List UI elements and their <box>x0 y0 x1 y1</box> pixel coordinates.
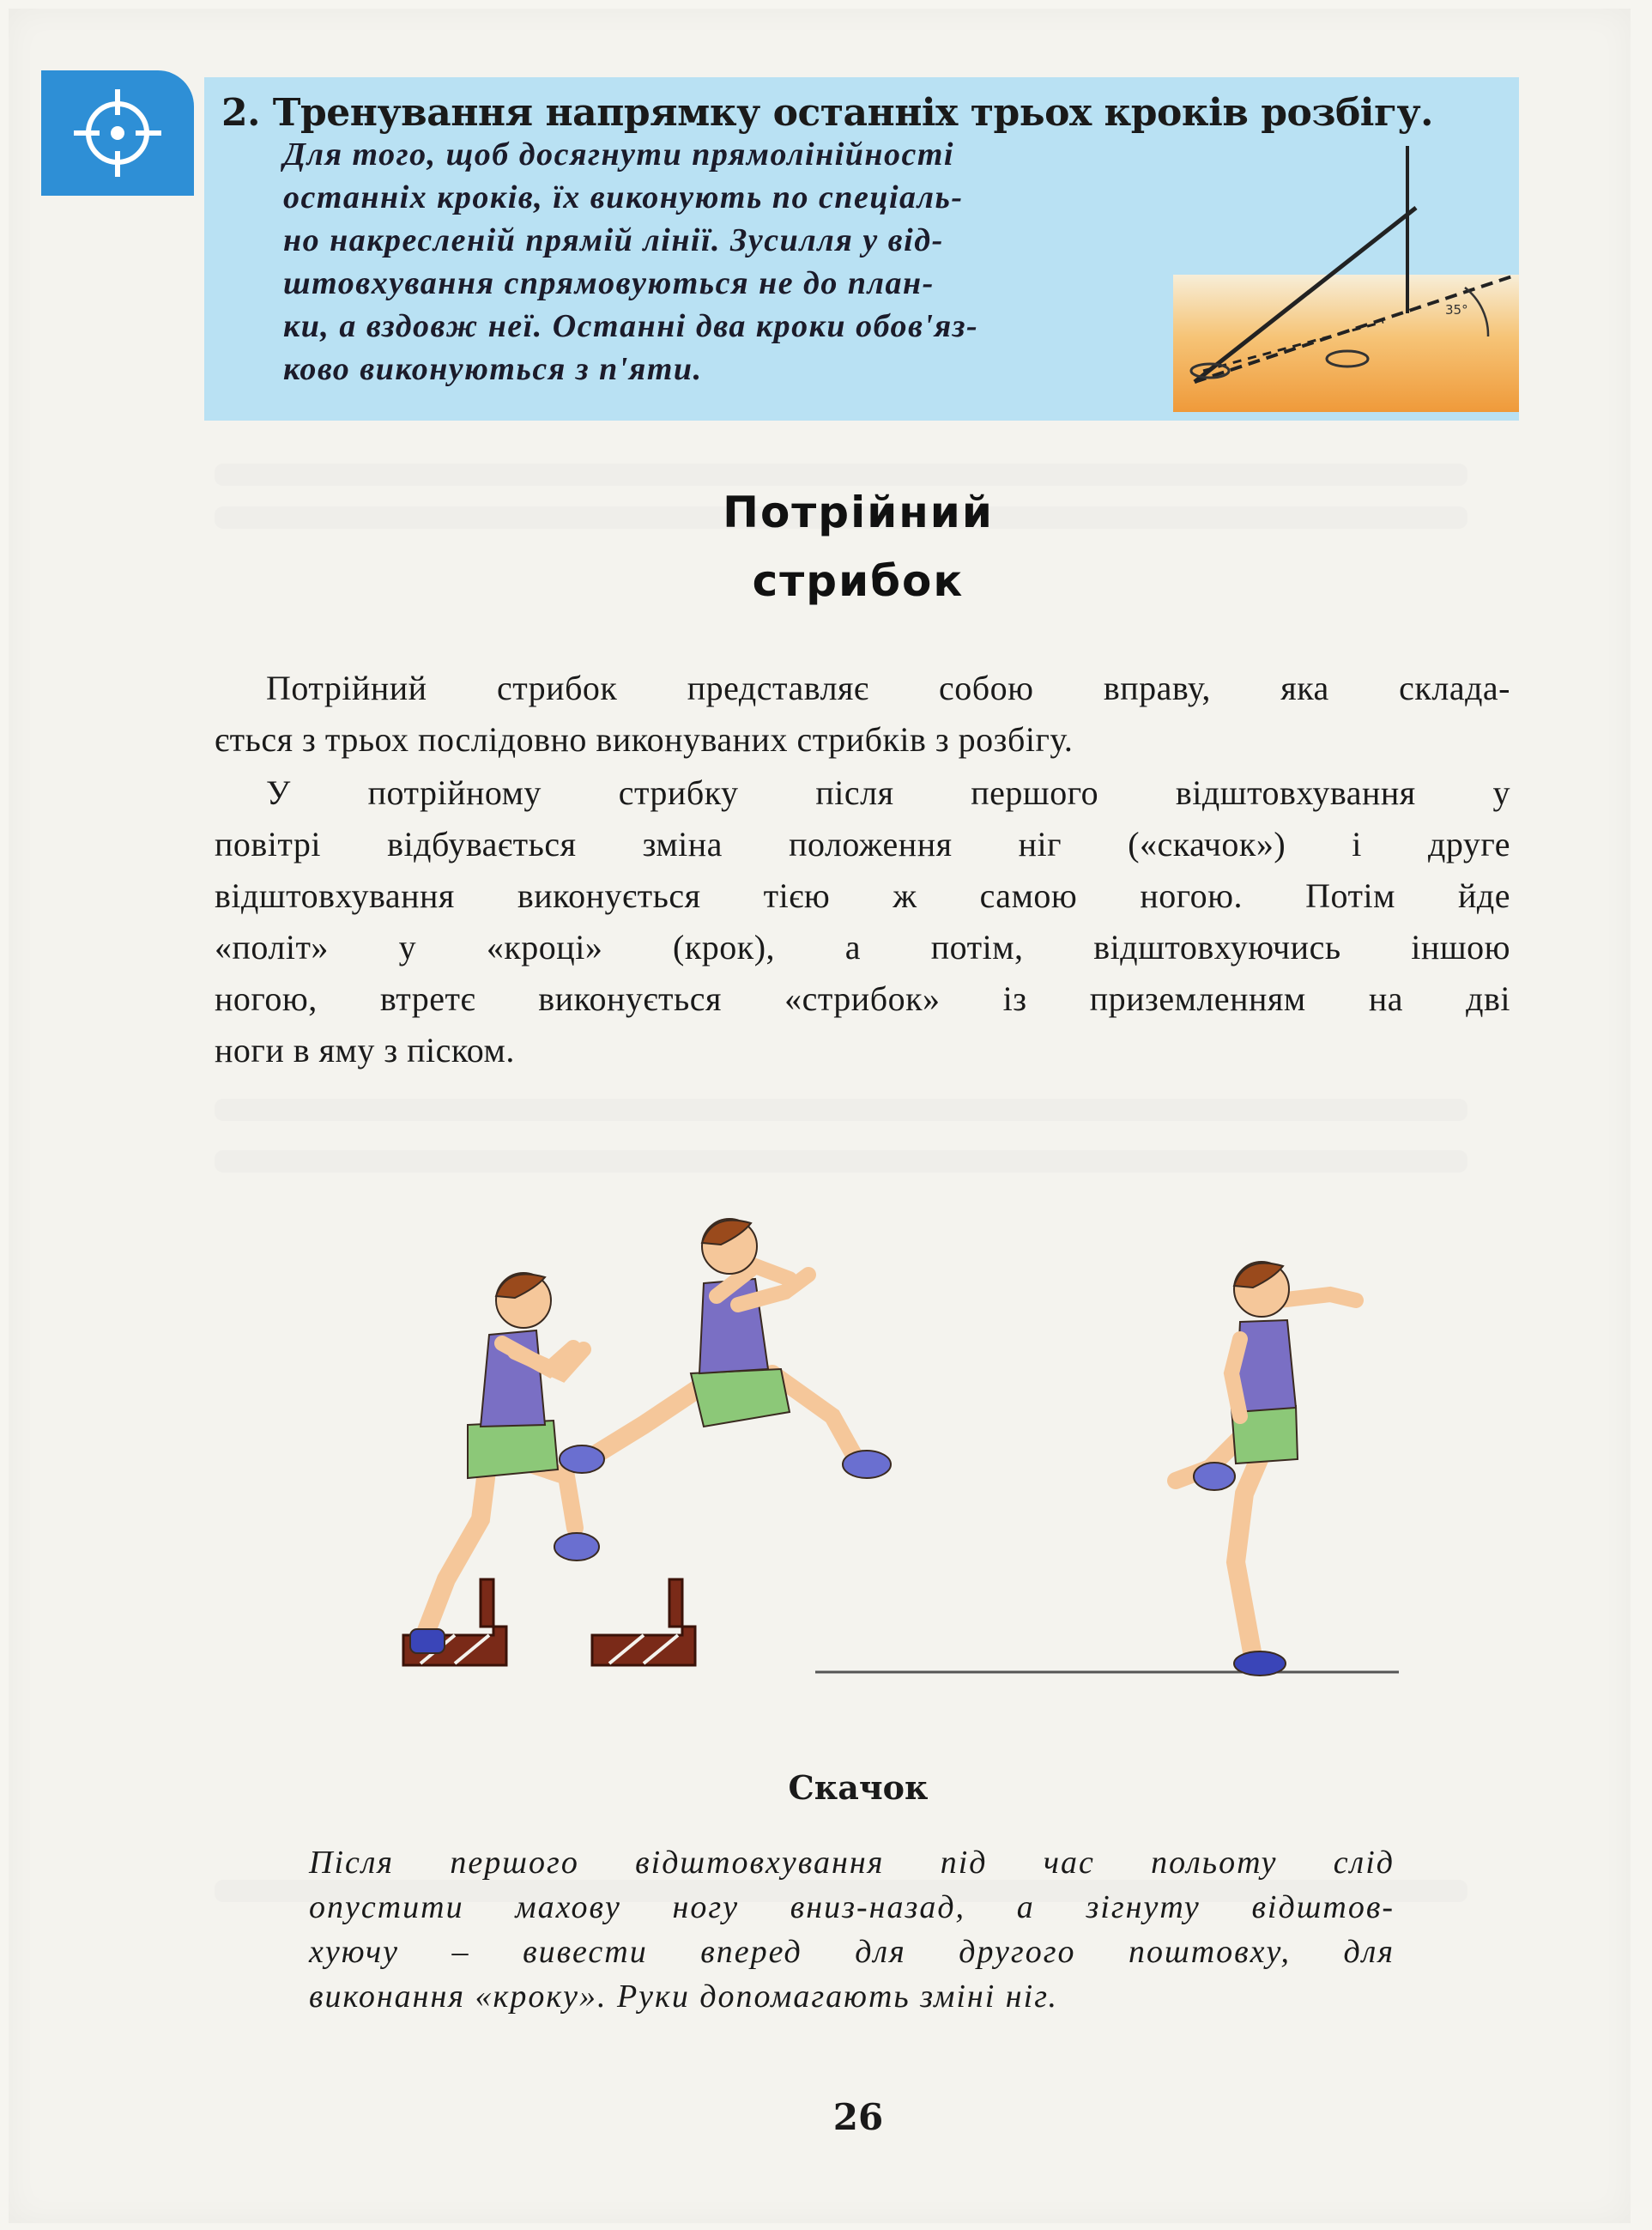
note-line: хуючу – вивести вперед для другого поштовху, для <box>309 1934 1395 1970</box>
section-heading-line1: Потрійний <box>723 488 994 537</box>
bleed-through-line <box>215 1150 1467 1173</box>
figure-caption: Скачок <box>788 1768 929 1807</box>
section-heading-line2: стрибок <box>752 556 965 606</box>
paragraph-line: ноги в яму з піском. <box>215 1031 515 1070</box>
paragraph-line: повітрі відбувається зміна положення ніг («скачок») і друге <box>215 825 1510 864</box>
page-number: 26 <box>832 2096 884 2138</box>
exercise-text-line: штовхування спрямовуються не до план- <box>283 265 935 301</box>
exercise-text-line: останніх кроків, їх виконують по спеціаль- <box>283 179 964 215</box>
bleed-through-line <box>215 1099 1467 1121</box>
exercise-text-line: ки, а вздовж неї. Останні два кроки обов'яз- <box>283 308 979 344</box>
paragraph-line: У потрійному стрибку після першого відштовхування у <box>266 773 1510 812</box>
exercise-text-line: Для того, щоб досягнути прямолінійності <box>283 136 954 173</box>
exercise-text-line: ково виконуються з п'яти. <box>283 351 703 387</box>
exercise-text-line: но накресленій прямій лінії. Зусилля у від- <box>283 222 944 258</box>
exercise-title: 2. Тренування напрямку останніх трьох кроків розбігу. <box>221 91 1433 135</box>
paragraph-line: відштовхування виконується тією ж самою ногою. Потім йде <box>215 876 1510 915</box>
note-line: опустити махову ногу вниз-назад, а зігнуту відштов- <box>309 1889 1395 1925</box>
paragraph-line: ється з трьох послідовно виконуваних стрибків з розбігу. <box>215 720 1074 759</box>
approach-angle-diagram <box>1169 146 1519 412</box>
textbook-page <box>9 9 1631 2223</box>
paragraph-line: Потрійний стрибок представляє собою вправу, яка склада- <box>266 669 1510 707</box>
takeoff-board <box>592 1579 695 1665</box>
paragraph-line: «політ» у «кроці» (крок), а потім, відштовхуючись іншою <box>215 928 1510 967</box>
paragraph-line: ногою, втретє виконується «стрибок» із приземленням на дві <box>215 979 1510 1018</box>
athlete-hop-flight <box>560 1219 891 1478</box>
athlete-landing <box>1176 1262 1356 1676</box>
triple-jump-illustration <box>386 1202 1433 1717</box>
note-line: виконання «кроку». Руки допомагають зміні ніг. <box>309 1979 1059 2015</box>
note-line: Після першого відштовхування під час польоту слід <box>309 1845 1395 1881</box>
target-icon <box>41 70 194 196</box>
angle-label: 35° <box>1445 302 1468 318</box>
bleed-through-line <box>215 464 1467 486</box>
